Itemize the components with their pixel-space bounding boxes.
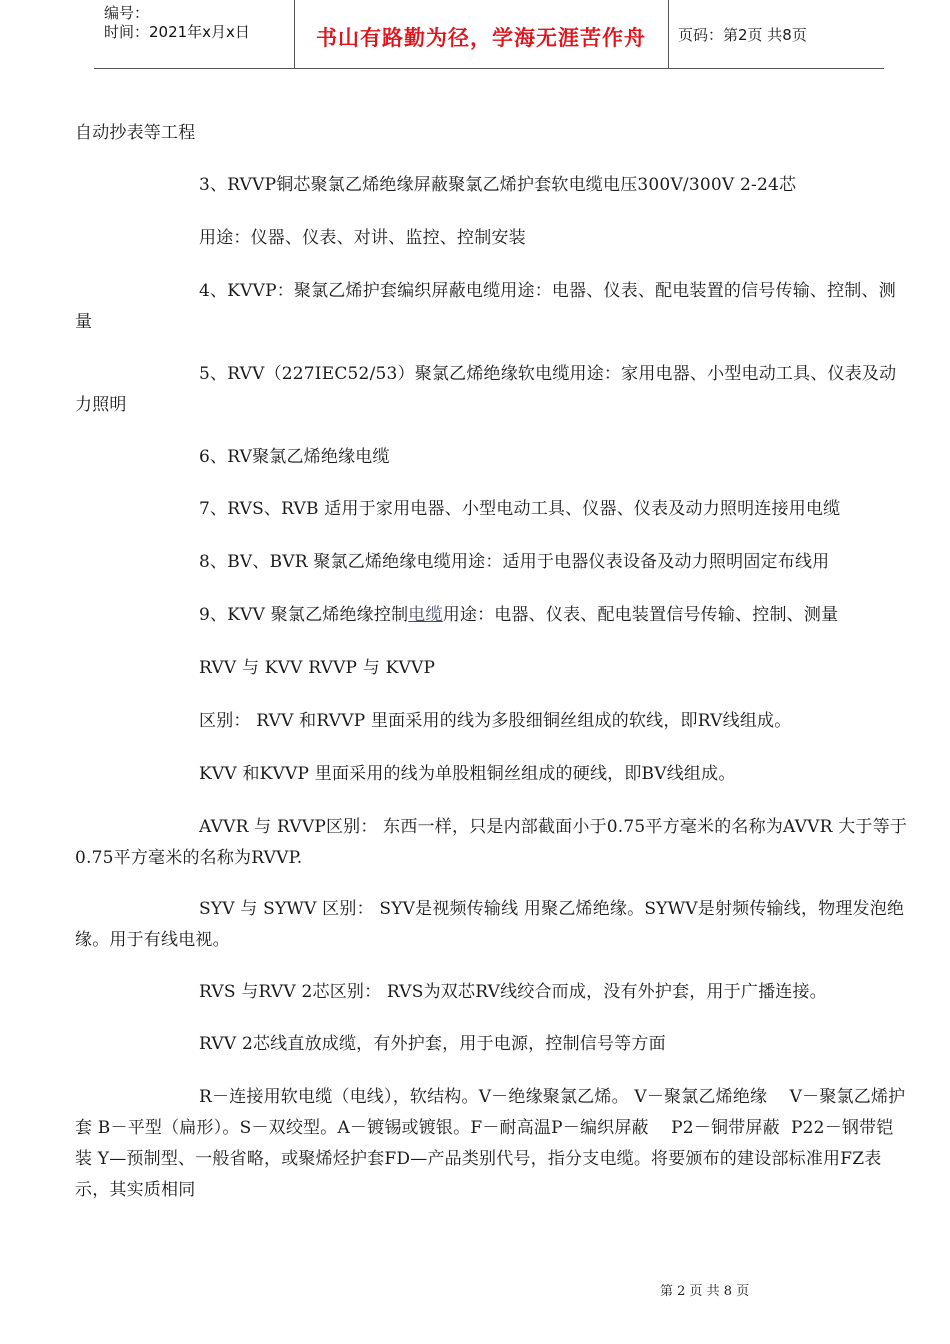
paragraph: 8、BV、BVR 聚氯乙烯绝缘电缆用途：适用于电器仪表设备及动力照明固定布线用 — [199, 552, 830, 572]
paragraph-text: 用途：电器、仪表、配电装置信号传输、控制、测量 — [442, 605, 839, 625]
paragraph-text: 9、KVV 聚氯乙烯绝缘控制 — [199, 605, 409, 625]
paragraph: 用途：仪器、仪表、对讲、监控、控制安装 — [199, 228, 526, 248]
paragraph: 6、RV聚氯乙烯绝缘电缆 — [199, 447, 390, 467]
paragraph: 5、RVV（227IEC52/53）聚氯乙烯绝缘软电缆用途：家用电器、小型电动工具、仪表及动力照明 — [75, 364, 897, 415]
paragraph: RVV 与 KVV RVVP 与 KVVP — [199, 658, 436, 678]
motto-text: 书山有路勤为径，学海无涯苦作舟 — [316, 26, 646, 50]
paragraph: 自动抄表等工程 — [75, 123, 196, 143]
header-meta-cell — [94, 0, 295, 68]
time-label: 时间：2021年x月x日 — [104, 23, 250, 41]
page-header — [94, 0, 884, 69]
page-footer: 第 2 页 共 8 页 — [660, 1284, 750, 1299]
paragraph: KVV 和KVVP 里面采用的线为单股粗铜丝组成的硬线，即BV线组成。 — [199, 764, 736, 784]
number-label: 编号： — [104, 4, 150, 22]
paragraph: SYV 与 SYWV 区别： SYV是视频传输线 用聚乙烯绝缘。SYWV是射频传输线，物理发泡绝缘。用于有线电视。 — [75, 899, 905, 950]
paragraph: 区别： RVV 和RVVP 里面采用的线为多股细铜丝组成的软线，即RV线组成。 — [199, 711, 792, 731]
paragraph: 7、RVS、RVB 适用于家用电器、小型电动工具、仪器、仪表及动力照明连接用电缆 — [199, 499, 841, 519]
paragraph: RVV 2芯线直放成缆，有外护套，用于电源，控制信号等方面 — [199, 1034, 666, 1054]
header-motto-cell — [294, 0, 669, 68]
paragraph: RVS 与RVV 2芯区别： RVS为双芯RV线绞合而成，没有外护套，用于广播连接。 — [199, 982, 827, 1002]
header-page-info: 页码：第2页 共8页 — [678, 26, 807, 44]
paragraph — [75, 600, 910, 631]
header-page-cell — [668, 0, 884, 68]
paragraph: AVVR 与 RVVP区别： 东西一样，只是内部截面小于0.75平方毫米的名称为AVVR 大于等于0.75平方毫米的名称为RVVP. — [75, 817, 908, 868]
paragraph: 4、KVVP：聚氯乙烯护套编织屏蔽电缆用途：电器、仪表、配电装置的信号传输、控制、测量 — [75, 281, 896, 332]
cable-link[interactable]: 电缆 — [408, 605, 443, 625]
paragraph: R－连接用软电缆（电线），软结构。V－绝缘聚氯乙烯。 V－聚氯乙烯绝缘 V－聚氯乙烯护套 B－平型（扁形）。S－双绞型。A－镀锡或镀银。F－耐高温P－编织屏蔽 P2－铜带屏蔽 P22－钢带铠装 Y—预制型、一般省略，或聚烯烃护套FD—产品类别代号，指分支电缆。将要颁布的建设部标准用FZ表示，其实质相同 — [75, 1087, 906, 1200]
paragraph: 3、RVVP铜芯聚氯乙烯绝缘屏蔽聚氯乙烯护套软电缆电压300V/300V 2-24芯 — [199, 175, 797, 195]
